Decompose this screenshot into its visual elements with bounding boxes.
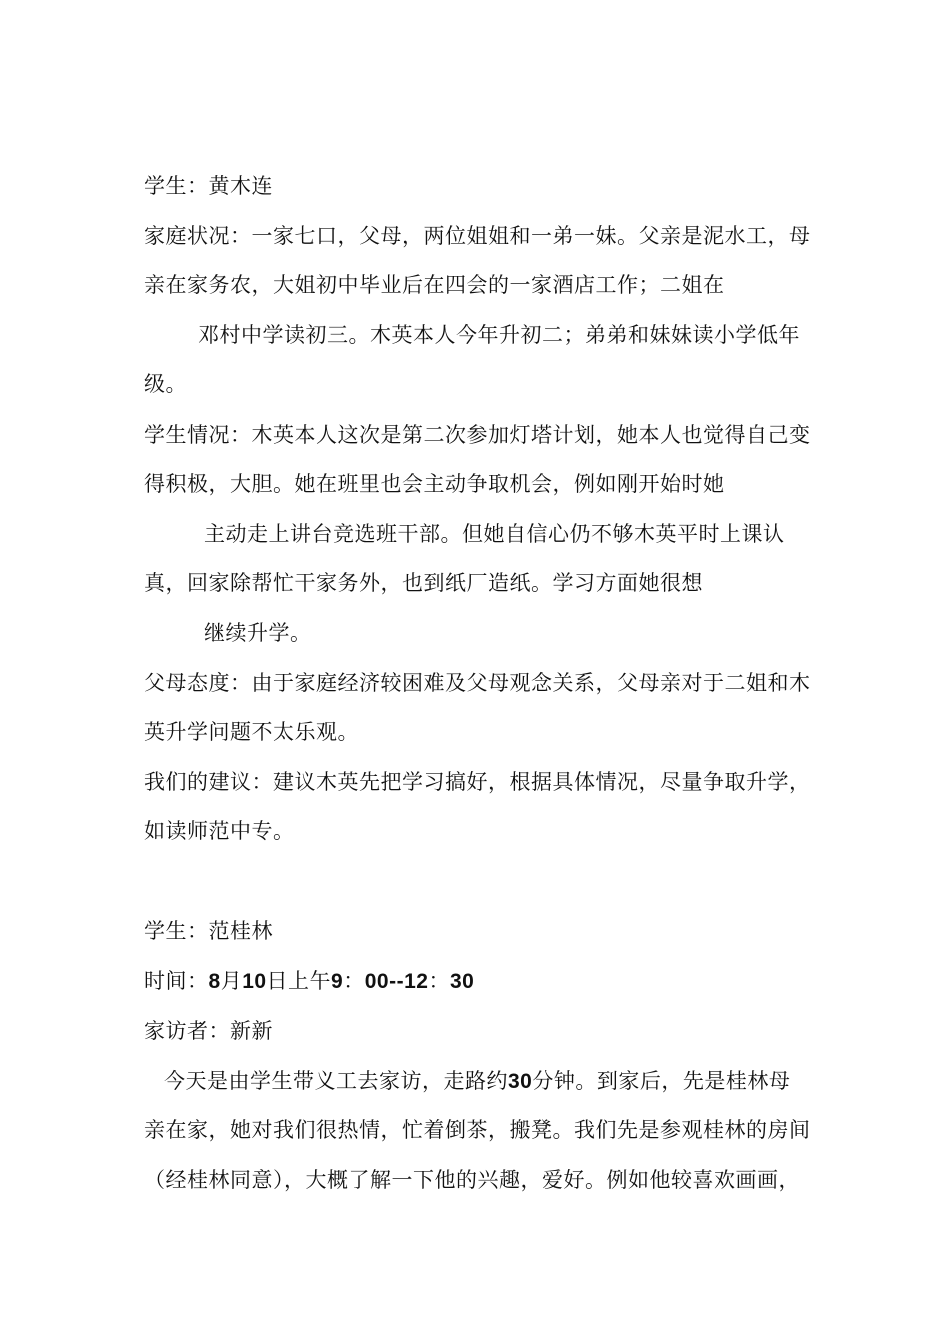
student-info-line-1: 学生情况：木英本人这次是第二次参加灯塔计划，她本人也觉得自己变 xyxy=(144,423,811,447)
visit-start-hour: 9 xyxy=(331,970,344,993)
visit-month-unit: 月 xyxy=(220,969,243,993)
visit-paragraph-text-a: 今天是由学生带义工去家访，走路约 xyxy=(164,1069,508,1093)
advice-line-1: 我们的建议：建议木英先把学习搞好，根据具体情况，尽量争取升学， xyxy=(144,770,811,794)
visit-end-minute: 30 xyxy=(449,970,475,993)
visit-time-range: 00--12 xyxy=(364,970,429,993)
visit-day-unit: 日上午 xyxy=(266,969,332,993)
visit-time-sep-1: ： xyxy=(343,969,365,993)
student-info-line-3: 主动走上讲台竞选班干部。但她自信心仍不够木英平时上课认 xyxy=(204,522,785,546)
family-status-line-1: 家庭状况：一家七口，父母，两位姐姐和一弟一妹。父亲是泥水工，母 xyxy=(144,224,811,248)
visitor: 家访者：新新 xyxy=(144,1019,273,1043)
visit-paragraph-text-b: 分钟。到家后，先是桂林母 xyxy=(532,1069,791,1093)
walk-minutes: 30 xyxy=(508,1070,533,1093)
parents-attitude-line-2: 英升学问题不太乐观。 xyxy=(144,720,359,744)
visit-time xyxy=(144,966,474,997)
student-name-1: 学生：黄木连 xyxy=(144,174,273,198)
visit-time-label: 时间： xyxy=(144,969,209,993)
student-info-line-2: 得积极，大胆。她在班里也会主动争取机会，例如刚开始时她 xyxy=(144,472,725,496)
visit-paragraph-line-2: 亲在家，她对我们很热情，忙着倒茶，搬凳。我们先是参观桂林的房间 xyxy=(144,1118,811,1142)
parents-attitude-line-1: 父母态度：由于家庭经济较困难及父母观念关系，父母亲对于二姐和木 xyxy=(144,671,811,695)
student-info-line-4: 真，回家除帮忙干家务外，也到纸厂造纸。学习方面她很想 xyxy=(144,571,703,595)
family-status-line-2: 亲在家务农，大姐初中毕业后在四会的一家酒店工作；二姐在 xyxy=(144,273,725,297)
student-info-line-5: 继续升学。 xyxy=(204,621,312,645)
advice-line-2: 如读师范中专。 xyxy=(144,819,295,843)
student-name-2: 学生：范桂林 xyxy=(144,919,273,943)
visit-paragraph-line-3: （经桂林同意），大概了解一下他的兴趣，爱好。例如他较喜欢画画， xyxy=(144,1168,800,1192)
visit-paragraph-line-1 xyxy=(164,1066,790,1097)
visit-time-sep-2: ： xyxy=(428,969,450,993)
visit-month: 8 xyxy=(208,970,221,993)
family-status-line-4: 级。 xyxy=(144,372,187,396)
visit-day: 10 xyxy=(242,970,267,993)
family-status-line-3: 邓村中学读初三。木英本人今年升初二；弟弟和妹妹读小学低年 xyxy=(198,323,800,347)
